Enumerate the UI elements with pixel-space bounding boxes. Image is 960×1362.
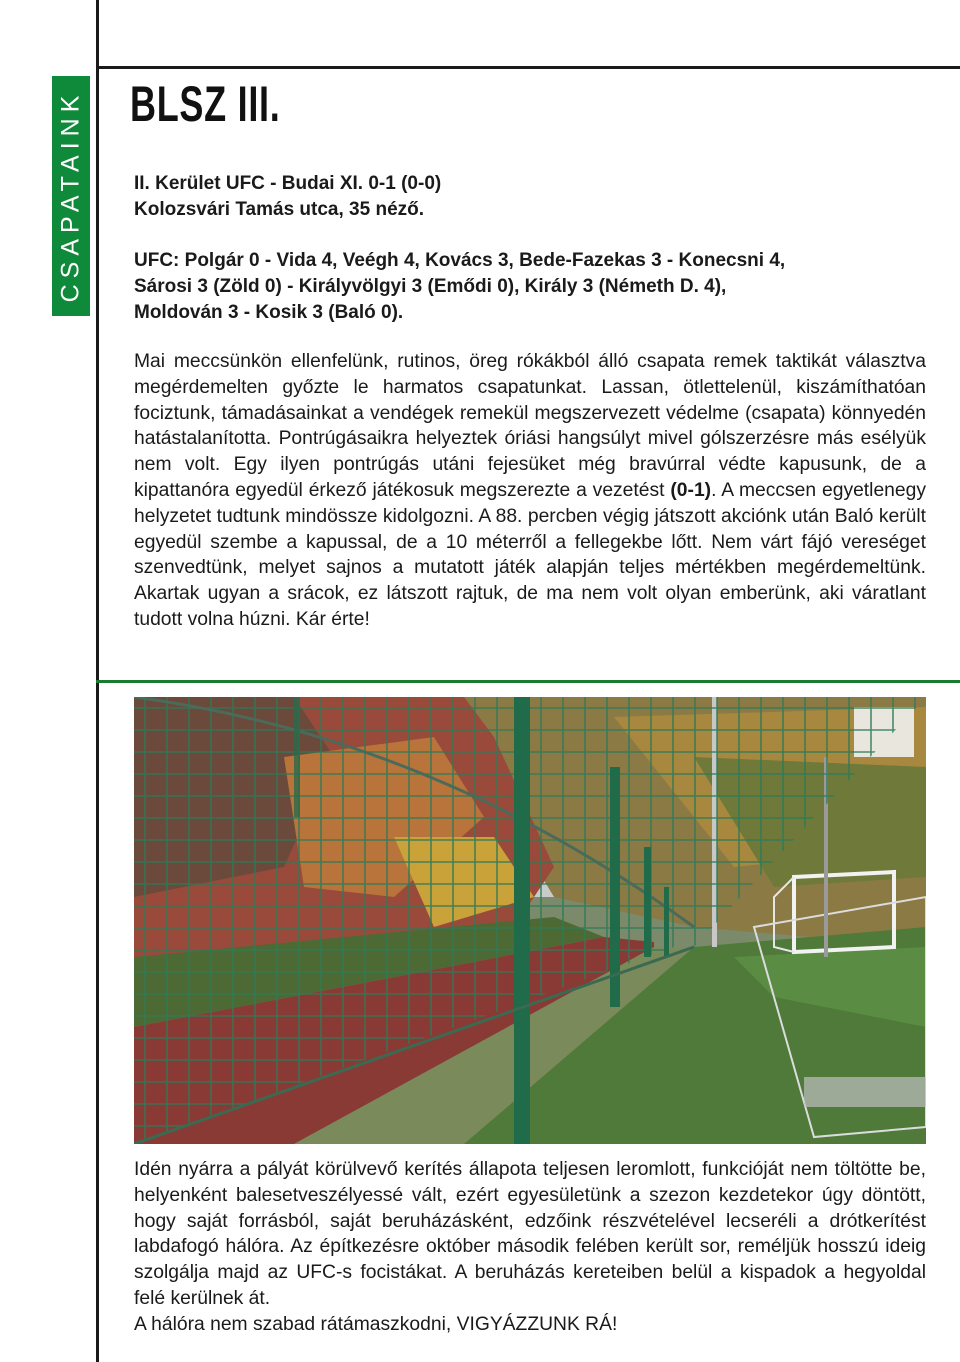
lineup-line: Moldován 3 - Kosik 3 (Baló 0). (134, 302, 404, 323)
fence-article (134, 1157, 926, 1338)
match-result: II. Kerület UFC - Budai XI. 0-1 (0-0) (134, 173, 442, 194)
section-tab (52, 76, 90, 316)
lineup-line: Sárosi 3 (Zöld 0) - Királyvölgyi 3 (Emődi 0), Király 3 (Németh D. 4), (134, 276, 727, 297)
page-title: BLSZ III. (130, 76, 281, 132)
report-text-end: . A meccsen egyetlenegy helyzetet tudtunk mindössze kidolgozni. A 88. percben végig játszott akciónk után Baló került egyedül szembe a kapussal, de a 10 méterről a fellegekbe lőtt. Nem várt fájó vereséget szenvedtünk, melyet sajnos a mutatott játék alapján teljes mértékben megérdemeltünk. Akartak ugyan a srácok, ez látszott rajtuk, de ma nem volt olyan emberünk, aki váratlant tudott volna húzni. Kár érte! (134, 479, 926, 630)
match-venue: Kolozsvári Tamás utca, 35 néző. (134, 199, 425, 220)
report-text: Mai meccsünkön ellenfelünk, rutinos, öreg rókákból álló csapata remek taktikát választva megérdemelten győzte le harmatos csapatunkat. Lassan, ötlettelenül, kiszámíthatóan fociztunk, támadásainkat a vendégek remekül megszervezett védelme (csapata) könnyedén hatástalanította. Pontrúgásaikra helyeztek óriási hangsúlyt mivel gólszerzésre más esélyük nem volt. Egy ilyen pontrúgás utáni fejesüket még bravúrral védte kapusunk, de a kipattanóra egyedül érkező játékosuk megszerezte a vezetést (134, 351, 926, 501)
match-info (134, 171, 924, 223)
section-divider (96, 680, 960, 683)
match-report (134, 349, 926, 633)
warning-text: A hálóra nem szabad rátámaszkodni, VIGYÁZZUNK RÁ! (134, 1313, 618, 1335)
report-score: (0-1) (670, 479, 712, 501)
lineup-line: UFC: Polgár 0 - Vida 4, Veégh 4, Kovács 3, Bede-Fazekas 3 - Konecsni 4, (134, 250, 786, 271)
top-rule (96, 66, 960, 69)
lineup (134, 248, 924, 326)
section-tab-label: CSAPATAINK (56, 89, 85, 303)
fence-text: Idén nyárra a pályát körülvevő kerítés állapota teljesen leromlott, funkcióját nem töltötte be, helyenként balesetveszélyessé vált, ezért egyesületünk a szezon kezdetekor úgy döntött, hogy saját forrásból, saját beruházásként, edzőink részvételével lecseréli a drótkerítést labdafogó hálóra. Az építkezésre október második felében került sor, reméljük hosszú ideig szolgálja majd az UFC-s focistákat. A beruházás kereteiben belül a kispadok a hegyoldal felé kerülnek át. (134, 1159, 926, 1309)
fence-photo (134, 697, 926, 1144)
